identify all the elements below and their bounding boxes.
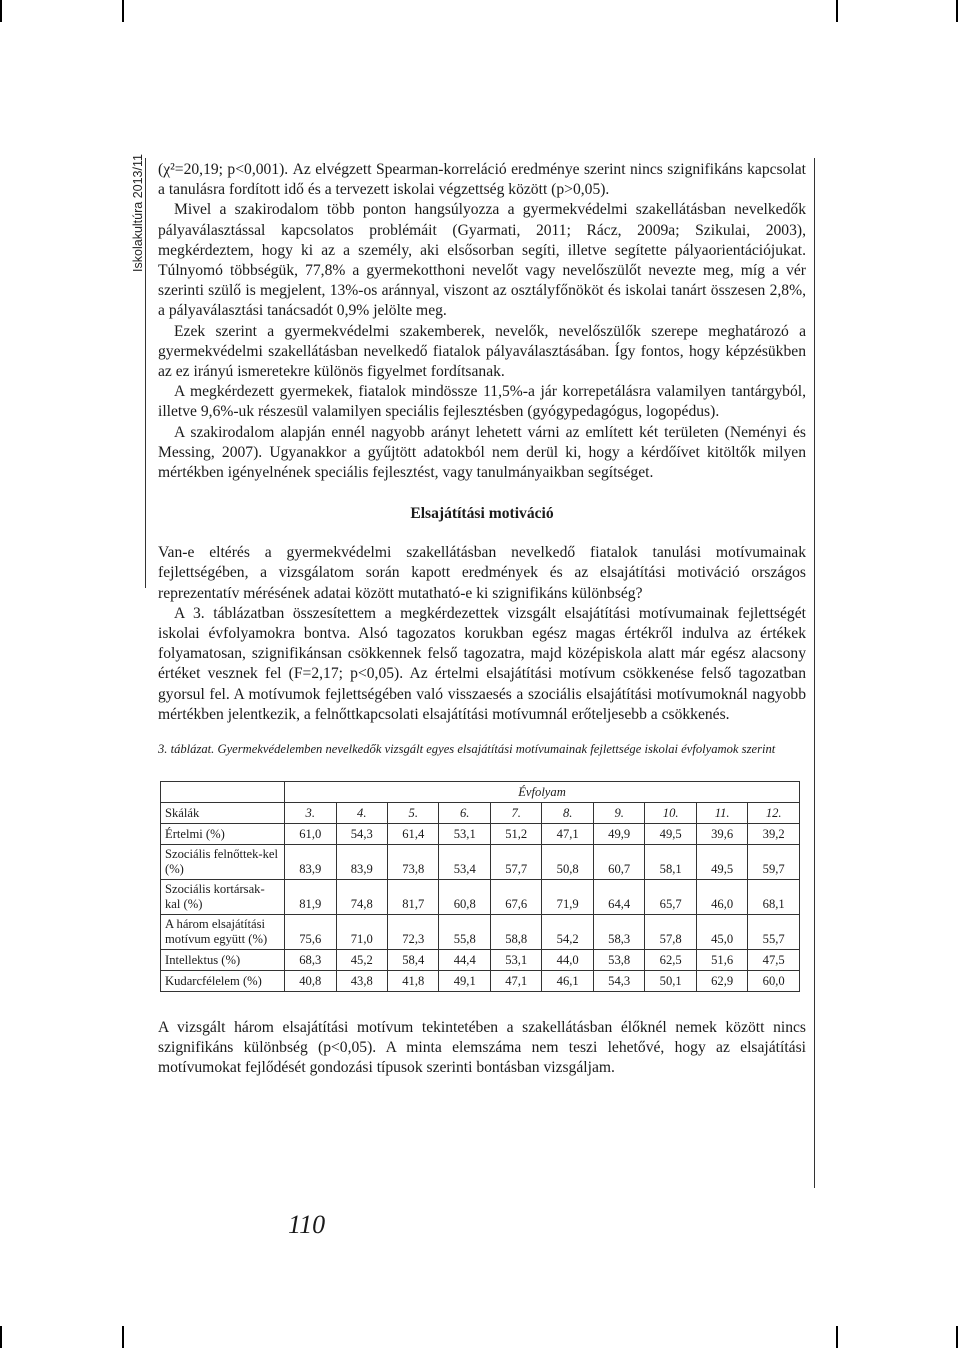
value-cell: 59,7	[748, 845, 800, 880]
table-row	[161, 915, 800, 950]
value-cell: 45,0	[696, 915, 747, 950]
value-cell: 44,4	[439, 950, 490, 971]
paragraph: Ezek szerint a gyermekvédelmi szakemberek, nevelők, nevelőszülők szerepe meghatározó a gyermekvédelmi szakellátásban nevelkedő fiatalok pályaválasztásában. Így fontos, hogy képzésükben az ez irányú ismeretekre különös figyelmet fordítsanak.	[158, 322, 806, 381]
value-cell: 50,1	[645, 971, 696, 992]
value-cell: 72,3	[388, 915, 439, 950]
paragraph: A 3. táblázatban összesítettem a megkérdezettek vizsgált elsajátítási motívumainak fejlettségét iskolai évfolyamokra bontva. Alsó tagozatos korukban egész magas értékről indulva az értékek folyamatosan, szignifikánsan csökkennek felső tagozatra, majd középiskola alatt már egész alacsony értéket vesznek fel (F=2,17; p<0,05). Az értelmi elsajátítási motívum csökkenése felső tagozatban gyorsul fel. A motívumok fejlettségében való visszaesés a szociális elsajátítási motívumoknál nagyobb mértékben jelentkezik, a felnőttkapcsolati elsajátítási motívumnál erőteljesebb a csökkenés.	[158, 604, 806, 723]
grade-cell: 9.	[593, 803, 644, 824]
grade-cell: 11.	[696, 803, 747, 824]
value-cell: 61,0	[285, 824, 336, 845]
value-cell: 55,8	[439, 915, 490, 950]
value-cell: 73,8	[388, 845, 439, 880]
value-cell: 50,8	[542, 845, 593, 880]
value-cell: 58,3	[593, 915, 644, 950]
sidebar-rule	[145, 158, 146, 588]
value-cell: 39,2	[748, 824, 800, 845]
value-cell: 41,8	[388, 971, 439, 992]
value-cell: 65,7	[645, 880, 696, 915]
journal-label: Iskolakultúra 2013/11	[131, 154, 145, 272]
value-cell: 44,0	[542, 950, 593, 971]
value-cell: 53,1	[490, 950, 541, 971]
paragraph: Mivel a szakirodalom több ponton hangsúlyozza a gyermekvédelmi szakellátásban nevelkedők pályaválasztással kapcsolatos problémáit (Gyarmati, 2011; Rácz, 2009a; Szikulai, 2003), megkérdeztem, hogy ki az a személy, aki elsősorban segíti, illetve segítette pályaorientációjukat. Túlnyomó többségük, 77,8% a gyermekotthoni nevelőt vagy nevelőszülőt nevezte meg, míg a vér szerinti szülő is megjelent, 13%-os aránnyal, viszont az osztályfőnököt és iskolai tanárt összesen 2,8%, a pályaválasztási tanácsadót 0,9% jelölte meg.	[158, 201, 806, 320]
table-row	[161, 824, 800, 845]
grade-cell: 12.	[748, 803, 800, 824]
paragraph: Van-e eltérés a gyermekvédelmi szakellátásban nevelkedő fiatalok tanulási motívumainak fejlettségében, a vizsgálatom során kapott eredmények és az elsajátítási motiváció országos reprezentatív mérésének adatai között mutatható-e ki szignifikáns különbség?	[158, 544, 806, 602]
value-cell: 40,8	[285, 971, 336, 992]
grade-cell: 4.	[336, 803, 387, 824]
table-header-row	[161, 782, 800, 803]
value-cell: 43,8	[336, 971, 387, 992]
value-cell: 61,4	[388, 824, 439, 845]
value-cell: 58,4	[388, 950, 439, 971]
paragraph: A szakirodalom alapján ennél nagyobb arányt lehetett várni az említett két területen (Neményi és Messing, 2007). Ugyanakkor a gyűjtött adatokból nem derül ki, hogy a kérdőívet kitöltők milyen mértékben igényelnének speciális fejlesztést, vagy tanulmányaikban segítséget.	[158, 423, 806, 482]
value-cell: 46,1	[542, 971, 593, 992]
value-cell: 47,1	[490, 971, 541, 992]
value-cell: 47,5	[748, 950, 800, 971]
grade-cell: 6.	[439, 803, 490, 824]
grade-cell: 3.	[285, 803, 336, 824]
grade-cell: 10.	[645, 803, 696, 824]
value-cell: 60,0	[748, 971, 800, 992]
table-row	[161, 971, 800, 992]
grade-row	[161, 803, 800, 824]
crop-mark	[956, 0, 958, 22]
section-title: Elsajátítási motiváció	[410, 505, 554, 523]
value-cell: 71,9	[542, 880, 593, 915]
value-cell: 62,5	[645, 950, 696, 971]
scale-label: Skálák	[161, 803, 285, 824]
value-cell: 57,8	[645, 915, 696, 950]
value-cell: 54,2	[542, 915, 593, 950]
value-cell: 60,7	[593, 845, 644, 880]
right-rule	[814, 158, 815, 1188]
value-cell: 53,4	[439, 845, 490, 880]
value-cell: 51,2	[490, 824, 541, 845]
table-row	[161, 845, 800, 880]
paragraph: (χ²=20,19; p<0,001). Az elvégzett Spearman-korreláció eredménye szerint nincs szignifikáns kapcsolat a tanulásra fordított idő és a tervezett iskolai végzettség között (p>0,05).	[158, 161, 806, 199]
row-label: Intellektus (%)	[161, 950, 285, 971]
value-cell: 58,1	[645, 845, 696, 880]
crop-mark	[122, 1326, 124, 1348]
value-cell: 74,8	[336, 880, 387, 915]
value-cell: 68,3	[285, 950, 336, 971]
value-cell: 45,2	[336, 950, 387, 971]
crop-mark	[836, 1326, 838, 1348]
value-cell: 64,4	[593, 880, 644, 915]
value-cell: 47,1	[542, 824, 593, 845]
value-cell: 49,5	[696, 845, 747, 880]
table-row	[161, 880, 800, 915]
row-label: Szociális kortársak-kal (%)	[161, 880, 285, 915]
row-label: A három elsajátítási motívum együtt (%)	[161, 915, 285, 950]
value-cell: 49,9	[593, 824, 644, 845]
journal-sidebar	[124, 154, 152, 272]
crop-mark	[122, 0, 124, 22]
value-cell: 55,7	[748, 915, 800, 950]
row-label: Értelmi (%)	[161, 824, 285, 845]
grade-cell: 5.	[388, 803, 439, 824]
value-cell: 62,9	[696, 971, 747, 992]
value-cell: 81,7	[388, 880, 439, 915]
value-cell: 46,0	[696, 880, 747, 915]
value-cell: 68,1	[748, 880, 800, 915]
value-cell: 67,6	[490, 880, 541, 915]
paragraph: A megkérdezett gyermekek, fiatalok mindössze 11,5%-a jár korrepetálásra valamilyen tantárgyból, illetve 9,6%-uk részesül valamilyen speciális fejlesztésben (gyógypedagógus, logopédus).	[158, 383, 806, 421]
value-cell: 58,8	[490, 915, 541, 950]
value-cell: 51,6	[696, 950, 747, 971]
crop-mark	[836, 0, 838, 22]
value-cell: 53,1	[439, 824, 490, 845]
value-cell: 49,5	[645, 824, 696, 845]
table-row	[161, 950, 800, 971]
crop-mark	[956, 1326, 958, 1348]
page-content	[158, 160, 806, 1079]
row-label: Kudarcfélelem (%)	[161, 971, 285, 992]
crop-mark	[0, 1326, 2, 1348]
value-cell: 49,1	[439, 971, 490, 992]
value-cell: 54,3	[593, 971, 644, 992]
value-cell: 53,8	[593, 950, 644, 971]
grade-cell: 8.	[542, 803, 593, 824]
value-cell: 60,8	[439, 880, 490, 915]
page-number: 110	[288, 1210, 326, 1239]
motivation-table	[160, 781, 800, 992]
value-cell: 75,6	[285, 915, 336, 950]
group-header: Évfolyam	[285, 782, 800, 803]
closing-paragraph: A vizsgált három elsajátítási motívum tekintetében a szakellátásban élőknél nemek között nincs szignifikáns különbség (p<0,05). A minta elemszáma nem teszi lehetővé, hogy az elsajátítási motívumokat fejlődését gondozási típusok szerinti bontásban vizsgáljam.	[158, 1019, 806, 1077]
crop-mark	[0, 0, 2, 22]
grade-cell: 7.	[490, 803, 541, 824]
value-cell: 83,9	[285, 845, 336, 880]
value-cell: 81,9	[285, 880, 336, 915]
table-caption: 3. táblázat. Gyermekvédelemben nevelkedők vizsgált egyes elsajátítási motívumainak fejlettsége iskolai évfolyamok szerint	[158, 742, 776, 757]
value-cell: 57,7	[490, 845, 541, 880]
value-cell: 39,6	[696, 824, 747, 845]
value-cell: 71,0	[336, 915, 387, 950]
value-cell: 83,9	[336, 845, 387, 880]
value-cell: 54,3	[336, 824, 387, 845]
row-label: Szociális felnőttek-kel (%)	[161, 845, 285, 880]
